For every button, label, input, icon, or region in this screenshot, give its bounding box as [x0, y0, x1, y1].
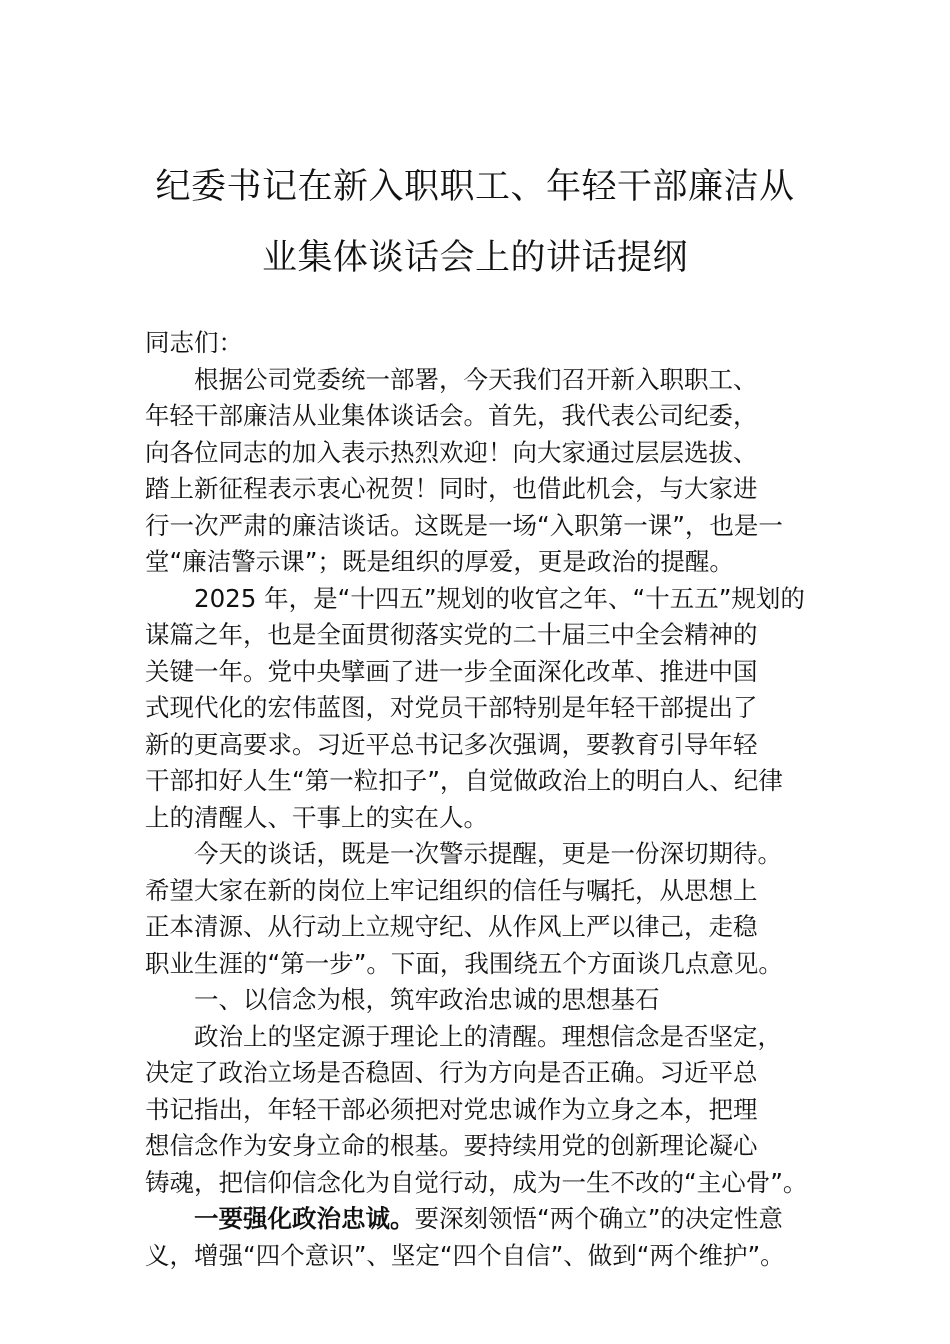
body-line: 干部扣好人生“第一粒扣子”，自觉做政治上的明白人、纪律 [145, 766, 783, 795]
body-line: 踏上新征程表示衷心祝贺！同时，也借此机会，与大家进 [145, 474, 758, 503]
body-line-rest: 要深刻领悟“两个确立”的决定性意 [414, 1204, 783, 1233]
body-line: 政治上的坚定源于理论上的清醒。理想信念是否坚定， [194, 1021, 782, 1051]
document-title-line-1: 纪委书记在新入职职工、年轻干部廉洁从 [155, 167, 795, 207]
body-line: 向各位同志的加入表示热烈欢迎！向大家通过层层选拔、 [145, 437, 758, 467]
salutation: 同志们： [145, 328, 243, 357]
document-body [145, 325, 835, 1274]
bold-lead-phrase: 一要强化政治忠诚。 [194, 1204, 415, 1233]
body-line: 年轻干部廉洁从业集体谈话会。首先，我代表公司纪委， [145, 401, 758, 430]
section-heading: 一、以信念为根，筑牢政治忠诚的思想基石 [194, 985, 660, 1014]
body-line: 式现代化的宏伟蓝图，对党员干部特别是年轻干部提出了 [145, 693, 758, 722]
body-line: 行一次严肃的廉洁谈话。这既是一场“入职第一课”，也是一 [145, 510, 783, 540]
body-line: 根据公司党委统一部署，今天我们召开新入职职工、 [194, 364, 758, 394]
body-line: 希望大家在新的岗位上牢记组织的信任与嘱托，从思想上 [145, 875, 758, 905]
body-line: 职业生涯的“第一步”。下面，我围绕五个方面谈几点意见。 [145, 948, 783, 978]
body-line: 决定了政治立场是否稳固、行为方向是否正确。习近平总 [145, 1058, 758, 1087]
body-line [145, 1201, 835, 1238]
body-line: 新的更高要求。习近平总书记多次强调，要教育引导年轻 [145, 729, 758, 759]
body-line: 谋篇之年，也是全面贯彻落实党的二十届三中全会精神的 [145, 620, 758, 649]
body-line: 想信念作为安身立命的根基。要持续用党的创新理论凝心 [145, 1131, 758, 1160]
body-line: 关键一年。党中央擘画了进一步全面深化改革、推进中国 [145, 656, 758, 686]
document-title-line-2: 业集体谈话会上的讲话提纲 [261, 238, 688, 278]
body-line: 义，增强“四个意识”、坚定“四个自信”、做到“两个维护”。 [145, 1240, 785, 1270]
body-line: 上的清醒人、干事上的实在人。 [145, 802, 488, 832]
body-line: 2025 年，是“十四五”规划的收官之年、“十五五”规划的 [194, 583, 805, 613]
body-line: 今天的谈话，既是一次警示提醒，更是一份深切期待。 [194, 839, 782, 868]
body-line: 正本清源、从行动上立规守纪、从作风上严以律己，走稳 [145, 912, 758, 941]
body-line: 堂“廉洁警示课”；既是组织的厚爱，更是政治的提醒。 [145, 547, 734, 576]
body-line: 书记指出，年轻干部必须把对党忠诚作为立身之本，把理 [145, 1094, 758, 1124]
body-line: 铸魂，把信仰信念化为自觉行动，成为一生不改的“主心骨”。 [145, 1167, 808, 1197]
